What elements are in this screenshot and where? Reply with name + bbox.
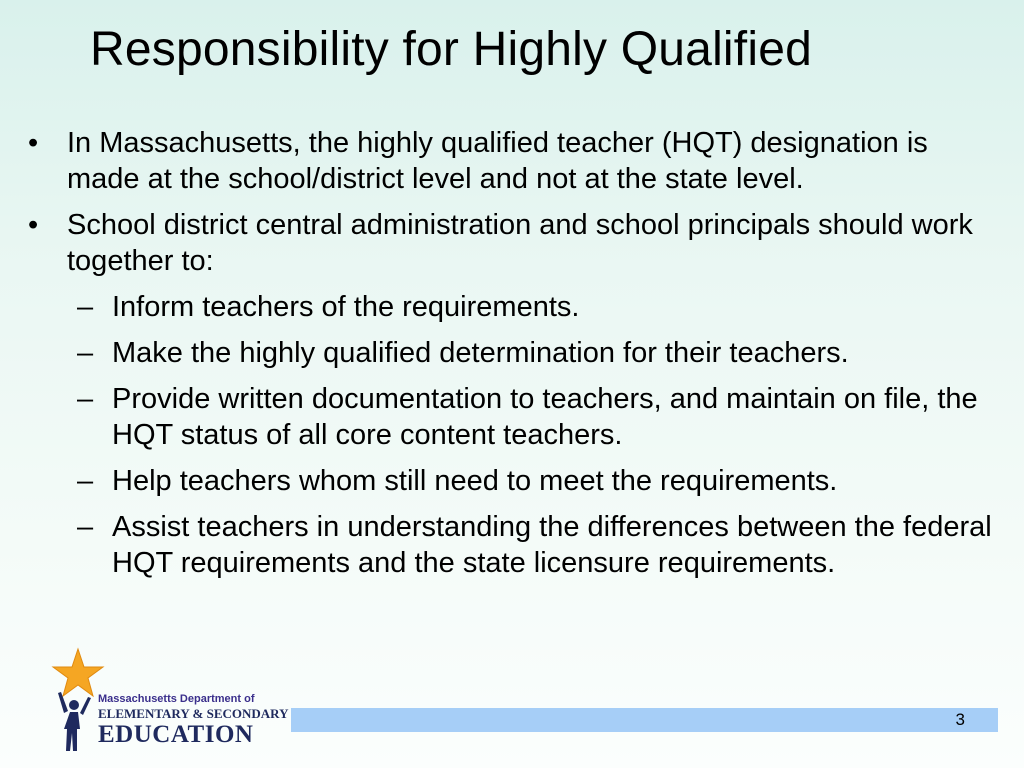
sub-bullet-marker: – <box>77 291 94 323</box>
sub-bullet-marker: – <box>77 511 94 543</box>
sub-bullet-marker: – <box>77 465 94 497</box>
person-figure-icon <box>58 692 91 751</box>
logo-line-education: EDUCATION <box>98 721 254 748</box>
sub-bullet-text: Help teachers whom still need to meet the requirements. <box>112 465 838 497</box>
bullet-marker: • <box>28 127 39 159</box>
slide-body <box>24 125 994 591</box>
dese-logo-text <box>98 693 289 748</box>
sub-bullet-text: Inform teachers of the requirements. <box>112 291 580 323</box>
sub-bullet-item <box>24 463 994 499</box>
sub-bullet-marker: – <box>77 337 94 369</box>
logo-line-department: Massachusetts Department of <box>98 693 255 705</box>
sub-bullet-text: Provide written documentation to teachers, and maintain on file, the HQT status of all core content teachers. <box>112 383 978 451</box>
bullet-marker: • <box>28 209 39 241</box>
bullet-text: School district central administration and school principals should work together to: <box>67 209 973 277</box>
bullet-text: In Massachusetts, the highly qualified teacher (HQT) designation is made at the school/district level and not at the state level. <box>67 127 928 195</box>
slide-title: Responsibility for Highly Qualified <box>90 23 812 76</box>
bullet-item <box>24 125 994 197</box>
sub-bullet-item <box>24 289 994 325</box>
page-number: 3 <box>955 710 965 729</box>
sub-bullet-item <box>24 381 994 453</box>
sub-bullet-item <box>24 335 994 371</box>
sub-bullet-marker: – <box>77 383 94 415</box>
sub-bullet-text: Assist teachers in understanding the differences between the federal HQT requirements and the state licensure requirements. <box>112 511 992 579</box>
star-icon <box>53 649 103 696</box>
sub-bullet-text: Make the highly qualified determination for their teachers. <box>112 337 849 369</box>
sub-bullet-item <box>24 509 994 581</box>
logo-line-elementary-secondary: ELEMENTARY & SECONDARY <box>98 706 289 721</box>
footer-bar <box>291 708 998 732</box>
bullet-item <box>24 207 994 279</box>
